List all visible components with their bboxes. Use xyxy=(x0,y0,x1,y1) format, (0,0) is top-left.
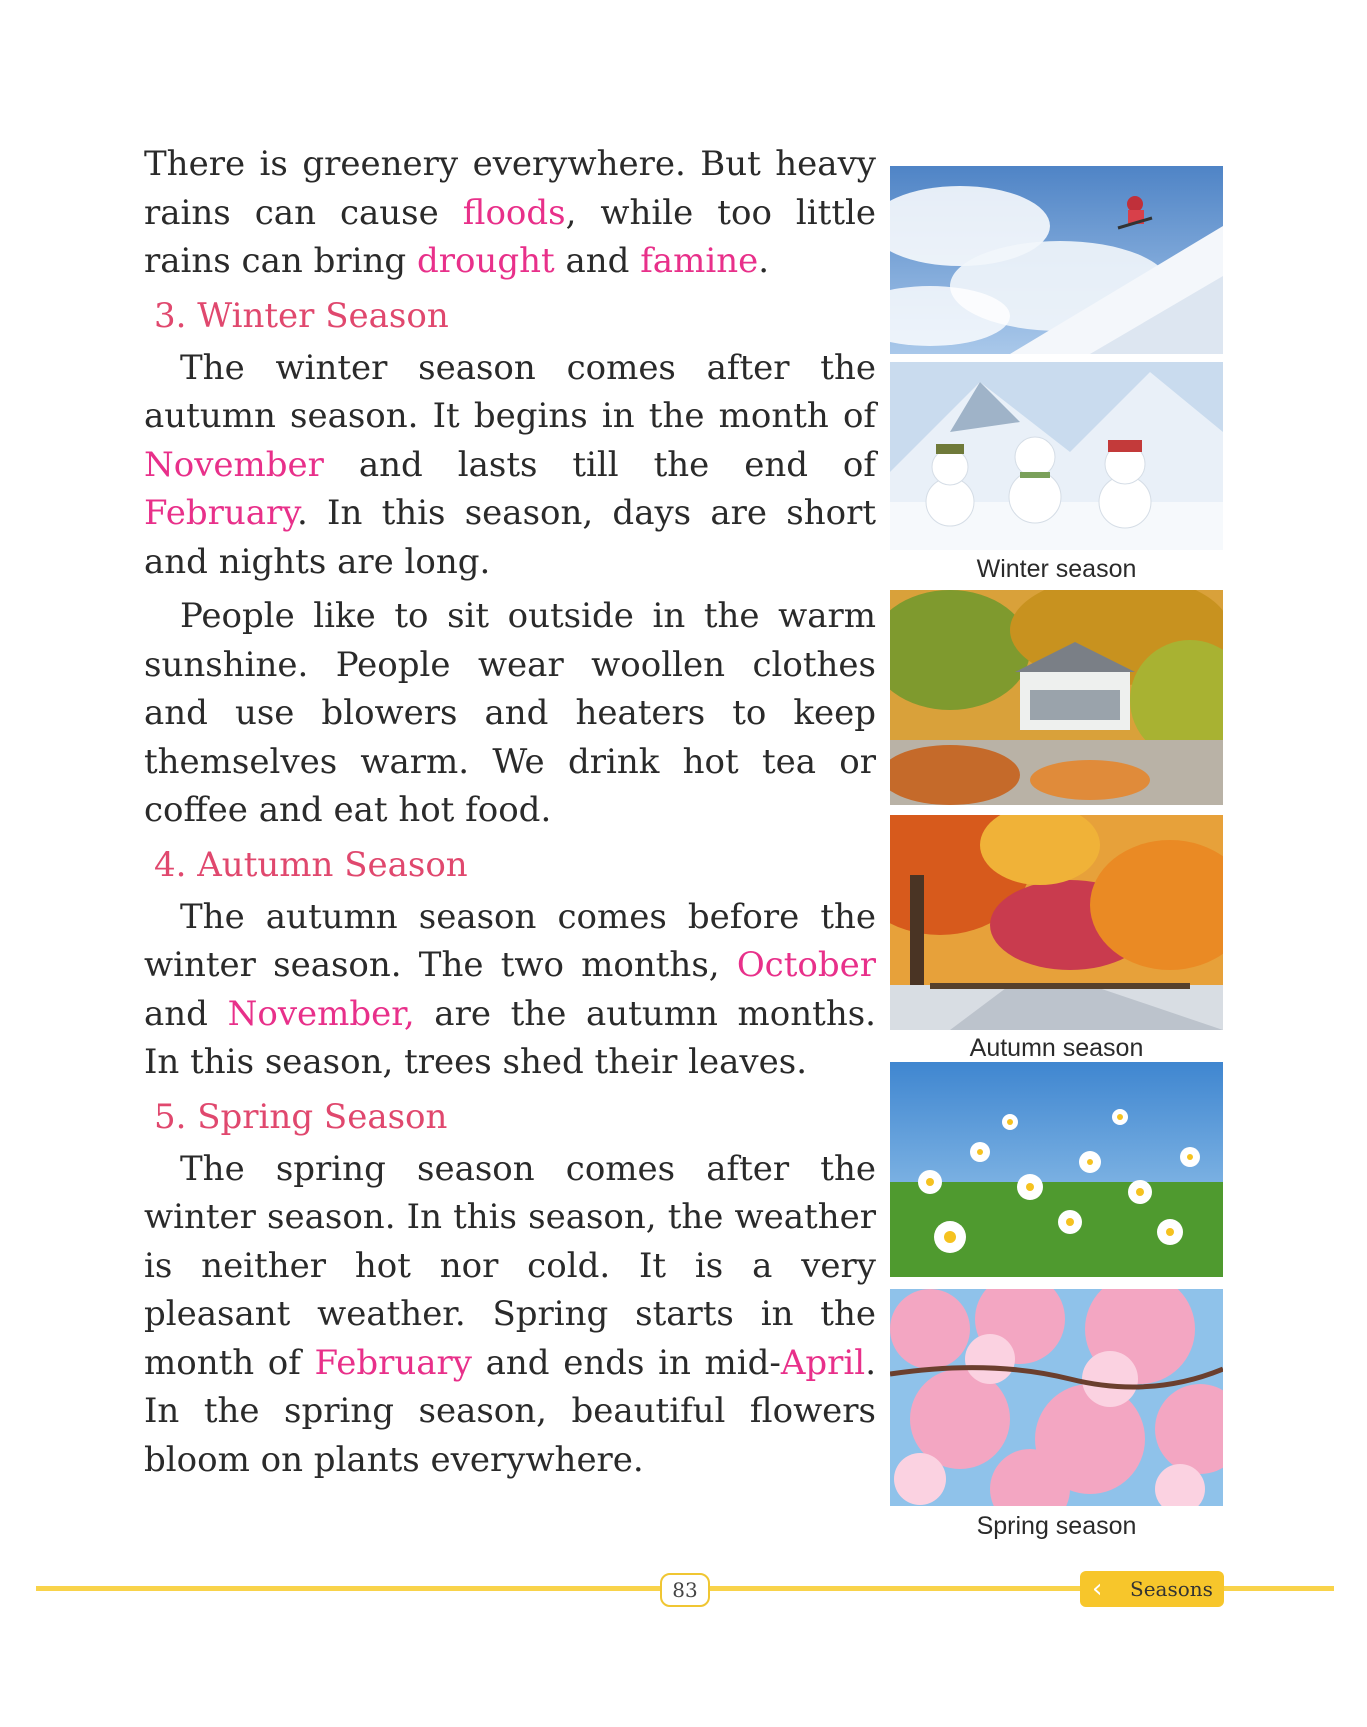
keyword-february: February xyxy=(144,493,297,533)
caption-winter: Winter season xyxy=(976,555,1137,583)
photo-cherry-blossoms xyxy=(890,1289,1223,1506)
snowboarder-image xyxy=(890,166,1223,354)
chapter-tag-label: Seasons xyxy=(1130,1577,1213,1601)
keyword-famine: famine xyxy=(640,241,759,281)
photo-autumn-road xyxy=(890,815,1223,1030)
keyword-november: November, xyxy=(227,993,415,1034)
paragraph-rains: There is greenery everywhere. But heavy rains can cause floods, while too little rains can bring drought and famine. xyxy=(144,144,876,281)
snowmen-image xyxy=(890,362,1223,550)
paragraph-spring: The spring season comes after the winter season. In this season, the weather is neither hot nor cold. It is a very pleasant weather. Spring starts in the month of February and ends in mid-April. In the spring season, beautiful flowers bloom on plants everywhere. xyxy=(144,1148,876,1480)
heading-autumn: 4. Autumn Season xyxy=(154,844,468,885)
keyword-february: February xyxy=(314,1342,472,1383)
paragraph-winter: The winter season comes after the autumn season. It begins in the month of November and lasts till the end of February. In this season, days are short and nights are long. xyxy=(144,347,876,582)
heading-winter: 3. Winter Season xyxy=(154,295,449,336)
paragraph-winter-activities: People like to sit outside in the warm sunshine. People wear woollen clothes and use blowers and heaters to keep themselves warm. We drink hot tea or coffee and eat hot food. xyxy=(144,596,876,830)
photo-snowmen xyxy=(890,362,1223,550)
keyword-november: November xyxy=(144,444,324,485)
keyword-floods: floods xyxy=(462,192,566,233)
autumn-house-image xyxy=(890,590,1223,805)
caption-autumn: Autumn season xyxy=(969,1034,1144,1062)
photo-daisies xyxy=(890,1062,1223,1277)
cherry-blossoms-image xyxy=(890,1289,1223,1506)
chapter-tag[interactable] xyxy=(1080,1571,1224,1607)
keyword-drought: drought xyxy=(416,241,555,281)
heading-spring: 5. Spring Season xyxy=(154,1096,448,1137)
keyword-october: October xyxy=(736,945,876,985)
autumn-road-image xyxy=(890,815,1223,1030)
photo-autumn-house xyxy=(890,590,1223,805)
caption-spring: Spring season xyxy=(976,1512,1137,1540)
photo-snowboarder xyxy=(890,166,1223,354)
daisies-image xyxy=(890,1062,1223,1277)
page-number: 83 xyxy=(660,1573,710,1607)
chevron-left-icon: ‹ xyxy=(1092,1574,1103,1604)
paragraph-autumn: The autumn season comes before the winter season. The two months, October and November, are the autumn months. In this season, trees shed their leaves. xyxy=(144,896,876,1082)
body-text xyxy=(144,140,876,1484)
keyword-april: April xyxy=(780,1342,866,1383)
